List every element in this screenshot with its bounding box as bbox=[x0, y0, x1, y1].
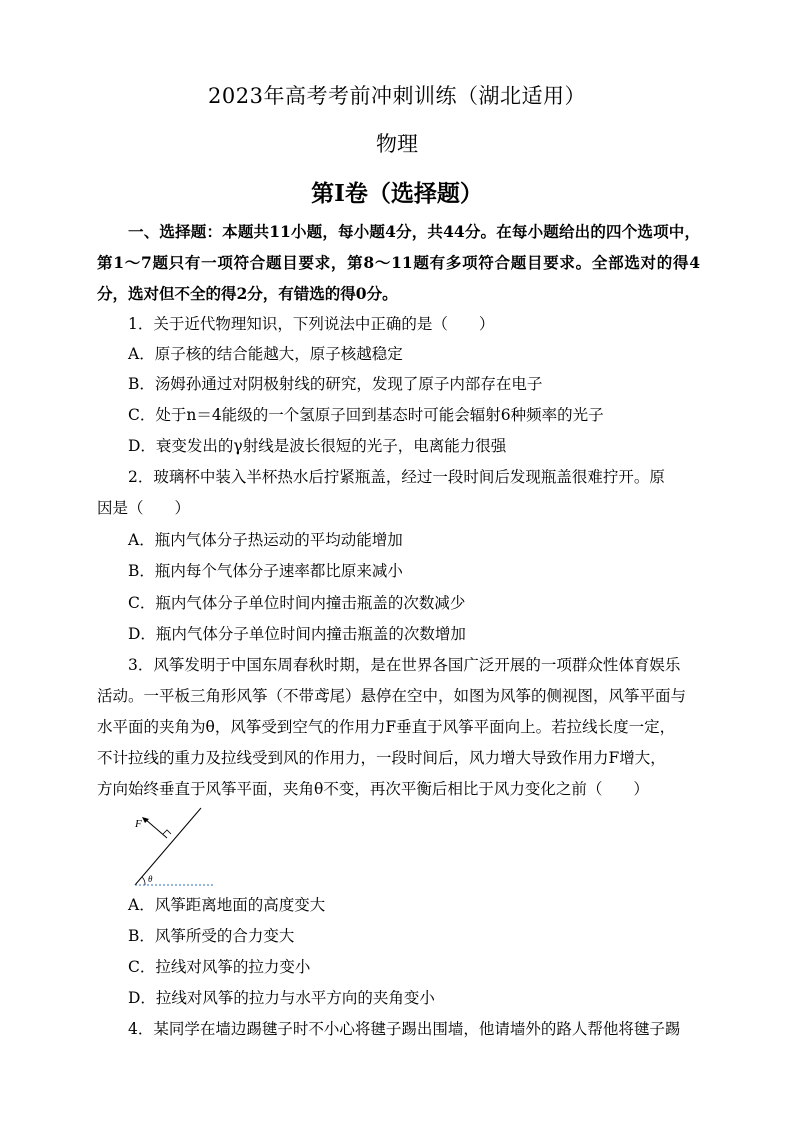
question-1-option-b: B．汤姆孙通过对阴极射线的研究，发现了原子内部存在电子 bbox=[128, 375, 543, 393]
question-3-stem-line-3: 水平面的夹角为θ，风筝受到空气的作用力F垂直于风筝平面向上。若拉线长度一定， bbox=[97, 718, 676, 736]
question-1-stem: 1．关于近代物理知识，下列说法中正确的是（ ） bbox=[128, 315, 495, 333]
angle-label: θ bbox=[148, 874, 153, 884]
question-2-option-a: A．瓶内气体分子热运动的平均动能增加 bbox=[128, 531, 403, 549]
question-2-stem-line-1: 2．玻璃杯中装入半杯热水后拧紧瓶盖，经过一段时间后发现瓶盖很难拧开。原 bbox=[128, 468, 665, 486]
question-3-stem-line-4: 不计拉线的重力及拉线受到风的作用力，一段时间后，风力增大导致作用力F增大， bbox=[97, 749, 666, 767]
question-3-option-b: B．风筝所受的合力变大 bbox=[128, 927, 295, 945]
question-3-option-d: D．拉线对风筝的拉力与水平方向的夹角变小 bbox=[128, 989, 435, 1007]
subject-heading: 物理 bbox=[376, 132, 418, 156]
question-4-stem-line-1: 4．某同学在墙边踢毽子时不小心将毽子踢出围墙，他请墙外的路人帮他将毽子踢 bbox=[128, 1020, 681, 1038]
exam-title: 2023年高考考前冲刺训练（湖北适用） bbox=[208, 84, 586, 108]
question-3-stem-line-5: 方向始终垂直于风筝平面，夹角θ不变，再次平衡后相比于风力变化之前（ ） bbox=[97, 780, 649, 798]
force-arrow-line bbox=[145, 819, 167, 838]
question-3-stem-line-2: 活动。一平板三角形风筝（不带鸢尾）悬停在空中，如图为风筝的侧视图，风筝平面与 bbox=[97, 687, 687, 705]
section-instructions: 一、选择题：本题共11小题，每小题4分，共44分。在每小题给出的四个选项中，第1～7题只有一项符合题目要求，第8～11题有多项符合题目要求。全部选对的得4分，选对但不全的得2分，有错选的得0分。 bbox=[97, 222, 700, 303]
kite-diagram-svg bbox=[125, 805, 225, 890]
question-1-option-c: C．处于n＝4能级的一个氢原子回到基态时可能会辐射6种频率的光子 bbox=[128, 406, 604, 424]
question-3-stem-line-1: 3．风筝发明于中国东周春秋时期，是在世界各国广泛开展的一项群众性体育娱乐 bbox=[128, 656, 681, 674]
angle-arc bbox=[142, 877, 145, 885]
force-label: F bbox=[135, 818, 142, 830]
question-3-option-a: A．风筝距离地面的高度变大 bbox=[128, 896, 326, 914]
section-heading: 第Ⅰ卷（选择题） bbox=[311, 180, 483, 207]
kite-diagram bbox=[125, 805, 225, 890]
right-angle-mark bbox=[163, 830, 171, 834]
question-2-option-b: B．瓶内每个气体分子速率都比原来减小 bbox=[128, 562, 403, 580]
question-2-option-c: C．瓶内气体分子单位时间内撞击瓶盖的次数减少 bbox=[128, 594, 466, 612]
question-2-option-d: D．瓶内气体分子单位时间内撞击瓶盖的次数增加 bbox=[128, 625, 466, 643]
question-2-stem-line-2: 因是（ ） bbox=[97, 499, 191, 517]
question-3-option-c: C．拉线对风筝的拉力变小 bbox=[128, 958, 311, 976]
question-1-option-a: A．原子核的结合能越大，原子核越稳定 bbox=[128, 345, 403, 363]
question-1-option-d: D．衰变发出的γ射线是波长很短的光子，电离能力很强 bbox=[128, 437, 507, 455]
